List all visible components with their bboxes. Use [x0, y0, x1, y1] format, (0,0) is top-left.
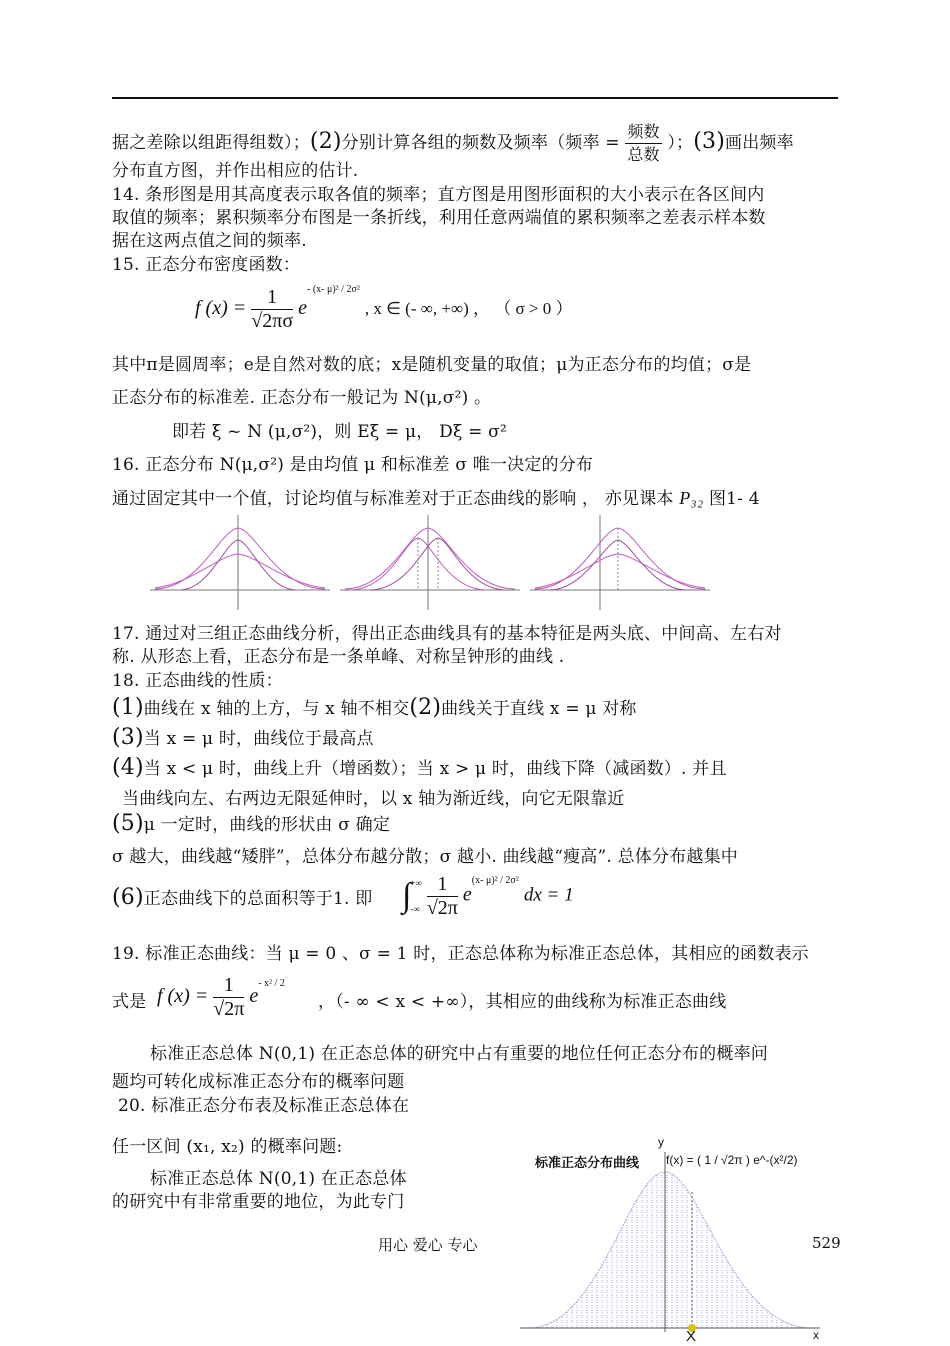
text-line-19 — [112, 813, 390, 836]
text: (3) — [693, 129, 726, 154]
text: (2) — [309, 129, 342, 154]
text: 通过固定其中一个值，讨论均值与标准差对于正态曲线的影响 ， 亦见课本 — [112, 489, 674, 509]
formula-text: e — [462, 883, 472, 906]
fraction-num: 1 — [251, 286, 293, 310]
formula-total-area — [402, 870, 574, 922]
text: (2) — [409, 695, 442, 720]
fraction-frequency — [625, 121, 661, 166]
text-line-7: 其中π是圆周率；e是自然对数的底；x是随机变量的取值；μ为正态分布的均值；σ是 — [112, 355, 752, 375]
text-line-4: 取值的频率；累积频率分布图是一条折线，利用任意两端值的累积频率之差表示样本数 — [112, 208, 766, 228]
formula-limit-lo: -∞ — [410, 904, 420, 914]
text: 当 x < μ 时，曲线上升（增函数）；当 x > μ 时，曲线下降（减函数）. 并且 — [143, 759, 727, 779]
text-line-25: 题均可转化成标准正态分布的概率问题 — [112, 1072, 405, 1092]
text-line-18: 当曲线向左、右两边无限延伸时，以 x 轴为渐近线，向它无限靠近 — [122, 789, 625, 809]
formula-limit-hi: +∞ — [410, 878, 422, 888]
text-line-10: 16. 正态分布 N(μ,σ²) 是由均值 μ 和标准差 σ 唯一决定的分布 — [112, 455, 594, 475]
formula-text: e — [298, 297, 307, 320]
text-line-14: 18. 正态曲线的性质： — [112, 671, 283, 691]
text: (4) — [112, 755, 144, 780]
text-line-21 — [112, 887, 372, 910]
text: 式是 — [112, 992, 147, 1012]
formula-text: f (x) = — [157, 985, 209, 1008]
text: 曲线关于直线 x = μ 对称 — [441, 699, 637, 719]
fraction-num: 1 — [213, 974, 244, 998]
text-line-24: 标准正态总体 N(0,1) 在正态总体的研究中占有重要的地位任何正态分布的概率问 — [150, 1044, 768, 1064]
text: ）； — [667, 133, 694, 153]
text: 分别计算各组的频数及频率（频率 = — [341, 133, 620, 153]
text-line-29: 的研究中有非常重要的地位，为此专门 — [112, 1192, 405, 1212]
x-marker-label: X — [686, 1328, 697, 1342]
text: 画出频率 — [725, 133, 794, 153]
text: μ 一定时，曲线的形状由 σ 确定 — [143, 815, 391, 835]
y-axis-label: y — [658, 1135, 664, 1149]
text-line-15 — [112, 697, 637, 720]
formula-integral: ∫ — [402, 877, 412, 914]
text-line-28: 标准正态总体 N(0,1) 在正态总体 — [150, 1169, 407, 1189]
text-line-26: 20. 标准正态分布表及标准正态总体在 — [118, 1096, 410, 1116]
formula-exponent: - (x- μ)² / 2σ² — [307, 284, 360, 296]
x-axis-label: x — [813, 1328, 819, 1342]
text-line-27: 任一区间 (x₁, x₂) 的概率问题: — [112, 1137, 343, 1157]
fraction-den: √2π — [426, 896, 458, 919]
text-line-3: 14. 条形图是用其高度表示取各值的频率；直方图是用图形面积的大小表示在各区间内 — [112, 185, 765, 205]
text-line-13: 称. 从形态上看，正态分布是一条单峰、对称呈钟形的曲线 . — [112, 647, 565, 667]
formula-text: , x ∈ (- ∞, +∞) ， （ σ > 0 ） — [364, 299, 573, 319]
fraction-den: √2πσ — [251, 310, 294, 332]
formula-text: dx = 1 — [523, 884, 574, 906]
fraction-den: 总数 — [627, 145, 660, 164]
text: (3) — [112, 725, 144, 750]
text-line-2: 分布直方图，并作出相应的估计. — [112, 161, 359, 181]
text-line-6: 15. 正态分布密度函数： — [112, 255, 301, 275]
text-line-9: 即若 ξ ~ N (μ,σ²)，则 Eξ = μ， Dξ = σ² — [172, 422, 507, 442]
text: 据之差除以组距得组数）； — [112, 133, 310, 153]
figure-2 — [340, 515, 520, 610]
text-line-12: 17. 通过对三组正态曲线分析，得出正态曲线具有的基本特征是两头底、中间高、左右对 — [112, 624, 782, 644]
formula-text: e — [249, 985, 259, 1008]
text-line-17 — [112, 757, 727, 780]
text: 图1- 4 — [708, 489, 760, 509]
fraction-num: 1 — [427, 873, 458, 897]
fraction-den: √2π — [213, 998, 245, 1020]
text: (1) — [112, 695, 144, 720]
text-line-23-tail: ，（- ∞ < x < +∞），其相应的曲线称为标准正态曲线 — [318, 992, 727, 1012]
formula-normal-density — [195, 286, 572, 333]
text-line-11 — [112, 487, 760, 510]
page-number: 529 — [812, 1234, 841, 1252]
text-line-23 — [112, 991, 146, 1013]
formula-exponent: - x² / 2 — [258, 978, 285, 990]
fraction — [213, 974, 244, 1021]
text-line-22: 19. 标准正态曲线：当 μ = 0 、σ = 1 时，正态总体称为标准正态总体，其相应的函数表示 — [112, 944, 809, 964]
header-rule — [112, 97, 838, 99]
text: (6) — [112, 885, 144, 910]
fraction — [251, 286, 293, 333]
text-line-16 — [112, 727, 374, 750]
figure-3 — [530, 515, 710, 610]
fraction-num: 频数 — [625, 121, 661, 144]
figure-equation: f(x) = ( 1 / √2π ) e^-(x²/2) — [666, 1153, 798, 1167]
text-line-5: 据在这两点值之间的频率. — [112, 231, 307, 251]
figure-title: 标准正态分布曲线 — [535, 1156, 640, 1171]
normal-curve-figures — [150, 510, 840, 618]
text: 曲线在 x 轴的上方，与 x 轴不相交 — [143, 699, 410, 719]
text-line-8: 正态分布的标准差. 正态分布一般记为 N(μ,σ²) 。 — [112, 388, 492, 408]
footer-text: 用心 爱心 专心 — [378, 1236, 478, 1254]
std-normal-svg — [520, 1132, 840, 1342]
text: 当 x = μ 时，曲线位于最高点 — [143, 729, 374, 749]
fraction — [427, 873, 458, 920]
text: 正态曲线下的总面积等于1. 即 — [143, 889, 373, 909]
normal-curve-figures-svg — [150, 510, 840, 618]
formula-limits — [410, 870, 422, 922]
text: (5) — [112, 811, 144, 836]
formula-text: f (x) = — [195, 297, 247, 320]
formula-std-normal — [157, 974, 285, 1021]
std-normal-figure — [520, 1132, 840, 1342]
formula-text: P₃₂ — [679, 488, 704, 508]
figure-1 — [150, 515, 330, 610]
text-line-20: σ 越大，曲线越“矮胖”，总体分布越分散；σ 越小. 曲线越“瘦高”. 总体分布越集中 — [112, 847, 738, 867]
formula-exponent: (x- μ)² / 2σ² — [471, 874, 519, 886]
